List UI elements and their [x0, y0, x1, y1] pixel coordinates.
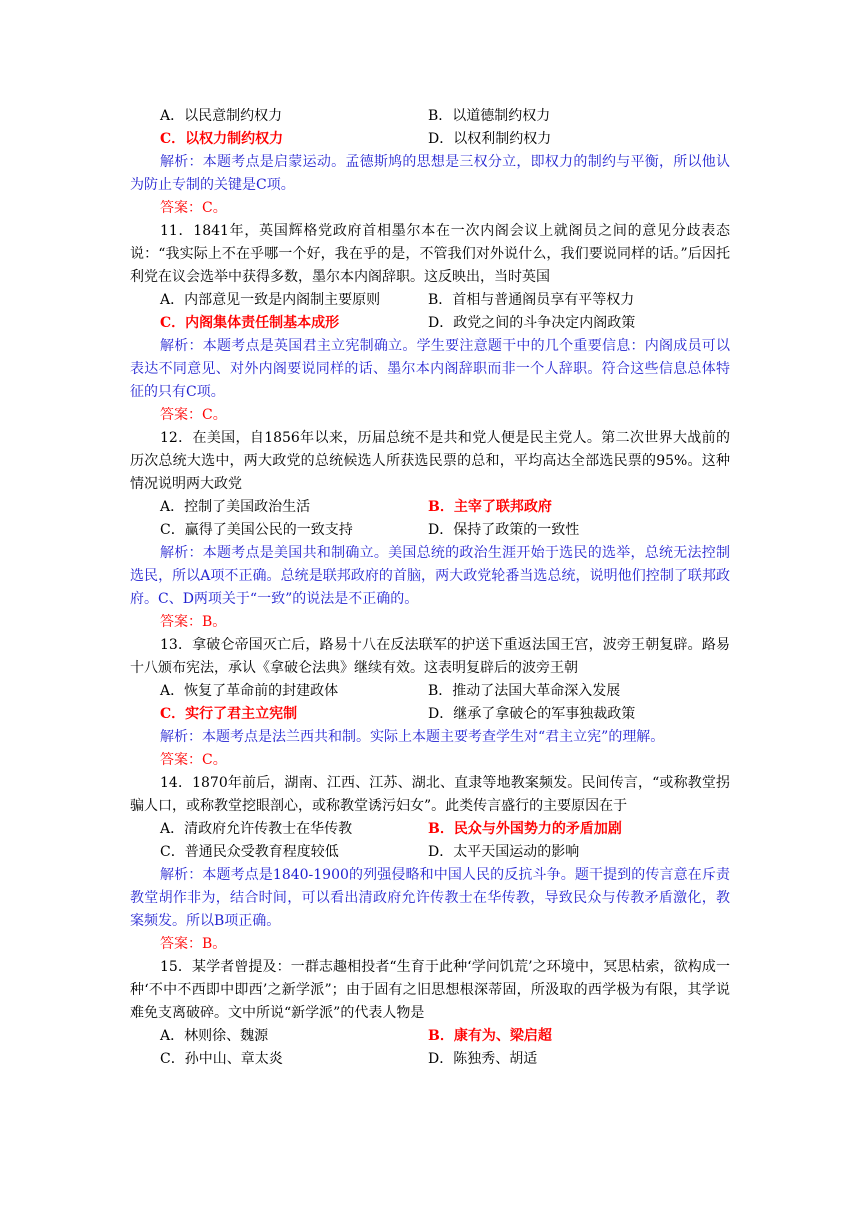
q11-option-c: C．内阁集体责任制基本成形: [160, 315, 340, 331]
q12-option-a: A．控制了美国政治生活: [160, 499, 311, 515]
q11-option-b: B．首相与普通阁员享有平等权力: [428, 292, 635, 308]
q11-options-row-1: [130, 289, 730, 312]
q10-analysis: 解析：本题考点是启蒙运动。孟德斯鸠的思想是三权分立，即权力的制约与平衡，所以他认为防止专制的关键是C项。: [130, 154, 730, 193]
q11-option-a: A．内部意见一致是内阁制主要原则: [160, 292, 381, 308]
q15-stem: 15．某学者曾提及：一群志趣相投者“生育于此种‘学问饥荒’之环境中，冥思枯索，欲构成一种‘不中不西即中即西’之新学派”；由于固有之旧思想根深蒂固，所汲取的西学极为有限，其学说难免支离破碎。文中所说“新学派”的代表人物是: [130, 959, 730, 1021]
q12-option-d: D．保持了政策的一致性: [428, 522, 580, 538]
q13-stem: 13．拿破仑帝国灭亡后，路易十八在反法联军的护送下重返法国王宫，波旁王朝复辟。路易十八颁布宪法，承认《拿破仑法典》继续有效。这表明复辟后的波旁王朝: [130, 637, 730, 676]
q15-options-row-2: [130, 1048, 730, 1071]
q13-option-c: C．实行了君主立宪制: [160, 706, 298, 722]
q14-option-b: B．民众与外国势力的矛盾加剧: [428, 821, 622, 837]
q10-option-d: D．以权利制约权力: [428, 131, 552, 147]
q12-options-row-2: [130, 519, 730, 542]
q15-option-d: D．陈独秀、胡适: [428, 1051, 538, 1067]
q15-options-row-1: [130, 1025, 730, 1048]
q14-answer: 答案：B。: [160, 936, 227, 952]
q12-options-row-1: [130, 496, 730, 519]
q10-option-b: B．以道德制约权力: [428, 108, 551, 124]
q13-option-b: B．推动了法国大革命深入发展: [428, 683, 621, 699]
q10-option-a: A．以民意制约权力: [160, 108, 283, 124]
q11-analysis: 解析：本题考点是英国君主立宪制确立。学生要注意题干中的几个重要信息：内阁成员可以表达不同意见、对外内阁要说同样的话、墨尔本内阁辞职而非一个人辞职。符合这些信息总体特征的只有C项。: [130, 338, 730, 400]
q13-analysis: 解析：本题考点是法兰西共和制。实际上本题主要考查学生对“君主立宪”的理解。: [160, 729, 665, 745]
q14-option-c: C．普通民众受教育程度较低: [160, 844, 339, 860]
q14-option-a: A．清政府允许传教士在华传教: [160, 821, 353, 837]
document-body: [130, 105, 730, 1071]
q10-options-row-2: [130, 128, 730, 151]
q13-answer: 答案：C。: [160, 752, 227, 768]
q13-option-a: A．恢复了革命前的封建政体: [160, 683, 339, 699]
q14-stem: 14．1870年前后，湖南、江西、江苏、湖北、直隶等地教案频发。民间传言，“或称教堂拐骗人口，或称教堂挖眼剖心，或称教堂诱污妇女”。此类传言盛行的主要原因在于: [130, 775, 730, 814]
q12-option-c: C．赢得了美国公民的一致支持: [160, 522, 353, 538]
q14-analysis: 解析：本题考点是1840-1900的列强侵略和中国人民的反抗斗争。题干提到的传言意在斥责教堂胡作非为，结合时间，可以看出清政府允许传教士在华传教，导致民众与传教矛盾激化，教案频发。所以B项正确。: [130, 867, 730, 929]
q11-options-row-2: [130, 312, 730, 335]
q12-analysis: 解析：本题考点是美国共和制确立。美国总统的政治生涯开始于选民的选举，总统无法控制选民，所以A项不正确。总统是联邦政府的首脑，两大政党轮番当选总统，说明他们控制了联邦政府。C、D两项关于“一致”的说法是不正确的。: [130, 545, 730, 607]
q11-option-d: D．政党之间的斗争决定内阁政策: [428, 315, 636, 331]
q10-options-row-1: [130, 105, 730, 128]
q12-answer: 答案：B。: [160, 614, 227, 630]
q10-answer: 答案：C。: [160, 200, 227, 216]
q13-options-row-1: [130, 680, 730, 703]
q11-stem: 11．1841年，英国辉格党政府首相墨尔本在一次内阁会议上就阁员之间的意见分歧表态说：“我实际上不在乎哪一个好，我在乎的是，不管我们对外说什么，我们要说同样的话。”后因托利党在议会选举中获得多数，墨尔本内阁辞职。这反映出，当时英国: [130, 223, 730, 285]
q15-option-b: B．康有为、梁启超: [428, 1028, 552, 1044]
q14-option-d: D．太平天国运动的影响: [428, 844, 580, 860]
q14-options-row-2: [130, 841, 730, 864]
q11-answer: 答案：C。: [160, 407, 227, 423]
q13-option-d: D．继承了拿破仑的军事独裁政策: [428, 706, 636, 722]
q10-option-c: C．以权力制约权力: [160, 131, 284, 147]
q13-options-row-2: [130, 703, 730, 726]
q14-options-row-1: [130, 818, 730, 841]
q12-stem: 12．在美国，自1856年以来，历届总统不是共和党人便是民主党人。第二次世界大战前的历次总统大选中，两大政党的总统候选人所获选民票的总和，平均高达全部选民票的95%。这种情况说明两大政党: [130, 430, 730, 492]
q15-option-c: C．孙中山、章太炎: [160, 1051, 283, 1067]
q12-option-b: B．主宰了联邦政府: [428, 499, 552, 515]
q15-option-a: A．林则徐、魏源: [160, 1028, 269, 1044]
